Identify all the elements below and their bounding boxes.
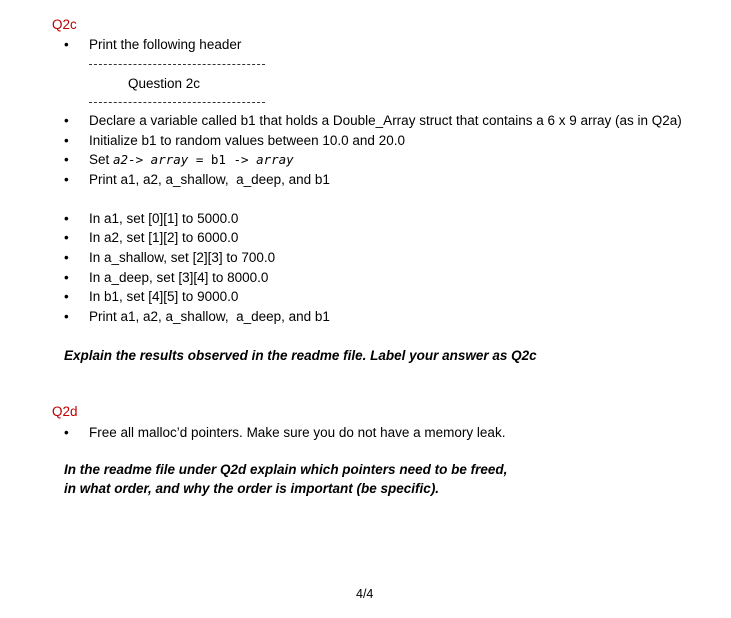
list-item: • Initialize b1 to random values between 10.0 and 20.0 xyxy=(64,133,405,148)
list-item: • Print a1, a2, a_shallow, a_deep, and b1 xyxy=(64,309,330,324)
item-text: Free all malloc’d pointers. Make sure you do not have a memory leak. xyxy=(89,425,506,440)
divider xyxy=(89,102,265,103)
q2c-explain: Explain the results observed in the readme file. Label your answer as Q2c xyxy=(64,348,537,363)
list-item: • In a2, set [1][2] to 6000.0 xyxy=(64,230,239,245)
q2d-heading: Q2d xyxy=(52,404,78,419)
list-item: • In a_deep, set [3][4] to 8000.0 xyxy=(64,270,269,285)
header-text: Question 2c xyxy=(128,76,201,91)
list-item: • Print a1, a2, a_shallow, a_deep, and b1 xyxy=(64,172,330,187)
list-item: • In a_shallow, set [2][3] to 700.0 xyxy=(64,250,276,265)
item-text: Initialize b1 to random values between 10.0 and 20.0 xyxy=(89,133,405,148)
item-text: Print the following header xyxy=(89,37,242,52)
divider xyxy=(89,64,265,65)
item-text: In a1, set [0][1] to 5000.0 xyxy=(89,211,239,226)
item-text: In a_shallow, set [2][3] to 700.0 xyxy=(89,250,276,265)
item-text: In a2, set [1][2] to 6000.0 xyxy=(89,230,239,245)
code: a2-> array = b1 -> array xyxy=(113,152,294,167)
item-text: Declare a variable called b1 that holds a Double_Array struct that contains a 6 x 9 array (as in Q2a) xyxy=(89,113,682,128)
list-item: • In a1, set [0][1] to 5000.0 xyxy=(64,211,239,226)
list-item: • Free all malloc’d pointers. Make sure you do not have a memory leak. xyxy=(64,425,506,440)
list-item: • In b1, set [4][5] to 9000.0 xyxy=(64,289,239,304)
page-number: 4/4 xyxy=(356,587,374,601)
item-text: Print a1, a2, a_shallow, a_deep, and b1 xyxy=(89,309,330,324)
list-item: • Print the following header xyxy=(64,37,242,52)
item-text: Print a1, a2, a_shallow, a_deep, and b1 xyxy=(89,172,330,187)
list-item: • Set a2-> array = b1 -> array xyxy=(64,152,294,167)
item-text: Set xyxy=(89,152,110,167)
q2d-explain-line: In the readme file under Q2d explain which pointers need to be freed, xyxy=(64,462,508,477)
q2d-explain-line: in what order, and why the order is important (be specific). xyxy=(64,481,440,496)
list-item: • Declare a variable called b1 that holds a Double_Array struct that contains a 6 x 9 array (as in Q2a) xyxy=(64,113,682,128)
q2c-heading: Q2c xyxy=(52,17,77,32)
item-text: In b1, set [4][5] to 9000.0 xyxy=(89,289,239,304)
item-text: In a_deep, set [3][4] to 8000.0 xyxy=(89,270,269,285)
